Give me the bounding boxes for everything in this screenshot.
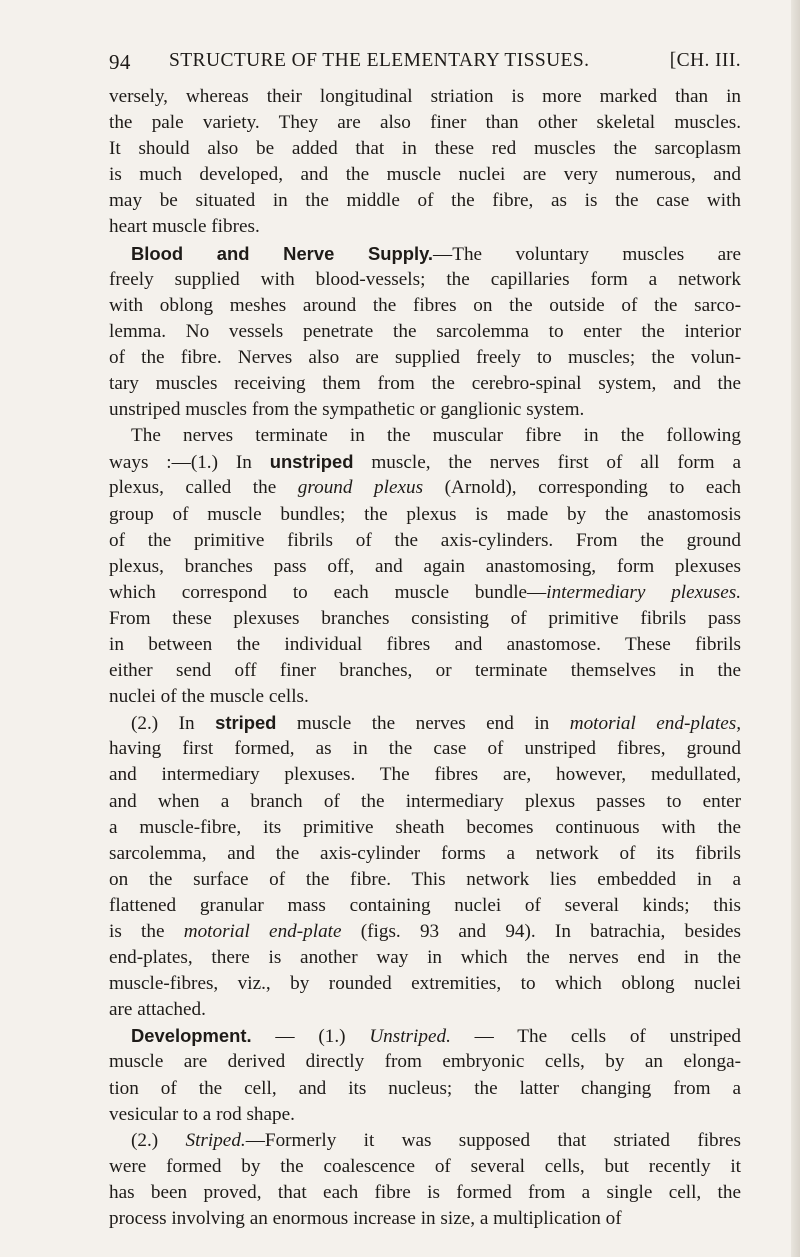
text-run: group of muscle bundles; the plexus is made by the anastomosis — [109, 503, 741, 525]
text-line — [109, 502, 741, 528]
text-run: either send off finer branches, or terminate themselves in the — [109, 660, 741, 682]
text-run: in between the individual fibres and anastomose. These fibrils — [109, 633, 741, 655]
text-run: of the fibre. Nerves also are supplied freely to muscles; the volun- — [109, 346, 741, 368]
italic-term: motorial end-plates, — [569, 713, 742, 735]
italic-term: ground plexus — [297, 477, 424, 499]
text-run: muscle the nerves end in — [276, 713, 570, 735]
text-line — [109, 554, 741, 580]
text-run: (2.) — [131, 1129, 186, 1151]
text-line — [109, 1076, 741, 1102]
text-run: vesicular to a rod shape. — [109, 1103, 295, 1125]
text-line — [109, 606, 741, 632]
text-run: muscle, the nerves first of all form a — [353, 452, 741, 474]
text-run: and when a branch of the intermediary plexus passes to enter — [109, 790, 741, 812]
text-run: freely supplied with blood-vessels; the capillaries form a network — [109, 268, 741, 290]
text-run: plexus, branches pass off, and again anastomosing, form plexuses — [109, 555, 741, 577]
text-run: (figs. 93 and 94). In batrachia, besides — [341, 921, 741, 942]
text-line — [109, 841, 741, 867]
text-line — [109, 945, 741, 971]
text-run: ways :—(1.) In — [109, 452, 270, 474]
text-run: tary muscles receiving them from the cerebro-spinal system, and the — [109, 373, 741, 395]
text-line — [109, 475, 741, 501]
text-run: (2.) In — [131, 713, 216, 735]
text-run: It should also be added that in these red muscles the sarcoplasm — [109, 138, 741, 160]
text-line — [109, 684, 741, 710]
text-run: nuclei of the muscle cells. — [109, 686, 309, 708]
bold-heading: Development. — [131, 1025, 252, 1047]
text-line — [109, 241, 741, 267]
chapter-label: [CH. III. — [669, 50, 741, 71]
text-line — [109, 658, 741, 684]
text-run: plexus, called the — [109, 477, 298, 499]
text-run: tion of the cell, and its nucleus; the latter changing from a — [109, 1077, 741, 1099]
text-run: of the primitive fibrils of the axis-cylinders. From the ground — [109, 529, 741, 551]
text-line — [109, 893, 741, 919]
text-run: versely, whereas their longitudinal striation is more marked than in — [109, 86, 741, 107]
text-run: has been proved, that each fibre is formed from a single cell, the — [109, 1181, 741, 1203]
italic-term: Striped. — [185, 1129, 246, 1151]
text-run: process involving an enormous increase in size, a multiplication of — [109, 1208, 622, 1230]
text-line — [109, 319, 741, 345]
text-line — [109, 971, 741, 997]
text-line — [109, 1154, 741, 1180]
text-run: muscle-fibres, viz., by rounded extremities, to which oblong nuclei — [109, 973, 741, 995]
text-line — [109, 371, 741, 397]
text-run: flattened granular mass containing nuclei of several kinds; this — [109, 894, 741, 916]
text-line — [109, 528, 741, 554]
text-run: muscle are derived directly from embryonic cells, by an elonga- — [109, 1051, 741, 1073]
text-run: — (1.) — [251, 1026, 370, 1048]
text-run: The nerves terminate in the muscular fibre in the following — [131, 425, 741, 447]
text-line — [109, 162, 741, 188]
text-line — [109, 815, 741, 841]
page-edge — [791, 0, 800, 1257]
text-run: —The voluntary muscles are — [433, 243, 741, 265]
text-line — [109, 1128, 741, 1154]
text-line — [109, 84, 741, 110]
text-line — [109, 110, 741, 136]
text-run: with oblong meshes around the fibres on the outside of the sarco- — [109, 294, 741, 316]
text-run: on the surface of the fibre. This network lies embedded in a — [109, 868, 741, 890]
text-run: —Formerly it was supposed that striated fibres — [245, 1129, 742, 1151]
text-line — [109, 632, 741, 658]
italic-term: intermediary plexuses. — [546, 581, 741, 603]
text-run: unstriped muscles from the sympathetic or ganglionic system. — [109, 399, 585, 421]
text-run: the pale variety. They are also finer than other skeletal muscles. — [109, 112, 741, 134]
text-run: may be situated in the middle of the fibre, as is the case with — [109, 190, 741, 212]
text-line — [109, 449, 741, 475]
text-run: and intermediary plexuses. The fibres are, however, medullated, — [109, 764, 741, 786]
running-title: STRUCTURE OF THE ELEMENTARY TISSUES. — [169, 50, 590, 71]
text-line — [109, 293, 741, 319]
text-line — [109, 919, 741, 945]
bold-heading: Blood and Nerve Supply. — [131, 242, 434, 264]
text-line — [109, 789, 741, 815]
text-line — [109, 1102, 741, 1128]
text-run: is much developed, and the muscle nuclei are very numerous, and — [109, 164, 741, 186]
text-line — [109, 423, 741, 449]
text-line — [109, 397, 741, 423]
italic-term: Unstriped. — [369, 1026, 451, 1048]
text-line — [109, 736, 741, 762]
text-run: — The cells of unstriped — [450, 1026, 742, 1048]
text-line — [109, 1180, 741, 1206]
bold-heading: unstriped — [269, 451, 354, 473]
text-run: end-plates, there is another way in which the nerves end in the — [109, 947, 741, 969]
text-line — [109, 345, 741, 371]
text-line — [109, 997, 741, 1023]
text-run: were formed by the coalescence of several cells, but recently it — [109, 1155, 741, 1177]
text-run: having first formed, as in the case of unstriped fibres, ground — [109, 738, 741, 760]
text-run: a muscle-fibre, its primitive sheath becomes continuous with the — [109, 816, 741, 838]
bold-heading: striped — [215, 712, 277, 734]
text-line — [109, 1049, 741, 1075]
text-line — [109, 214, 741, 240]
text-run: which correspond to each muscle bundle— — [109, 581, 547, 603]
text-line — [109, 867, 741, 893]
italic-term: motorial end-plate — [183, 921, 342, 942]
text-run: is the — [109, 921, 184, 942]
text-line — [109, 1023, 741, 1049]
text-run: heart muscle fibres. — [109, 216, 260, 238]
text-line — [109, 710, 741, 736]
text-line — [109, 1206, 741, 1232]
body-text — [109, 84, 741, 1232]
text-line — [109, 188, 741, 214]
text-line — [109, 136, 741, 162]
text-run: sarcolemma, and the axis-cylinder forms a network of its fibrils — [109, 842, 741, 864]
text-run: (Arnold), corresponding to each — [423, 477, 741, 499]
text-run: lemma. No vessels penetrate the sarcolemma to enter the interior — [109, 320, 741, 342]
text-line — [109, 580, 741, 606]
text-line — [109, 762, 741, 788]
text-run: From these plexuses branches consisting of primitive fibrils pass — [109, 607, 741, 629]
running-header — [109, 50, 741, 74]
page-number: 94 — [109, 50, 131, 74]
text-run: are attached. — [109, 999, 206, 1021]
text-line — [109, 267, 741, 293]
